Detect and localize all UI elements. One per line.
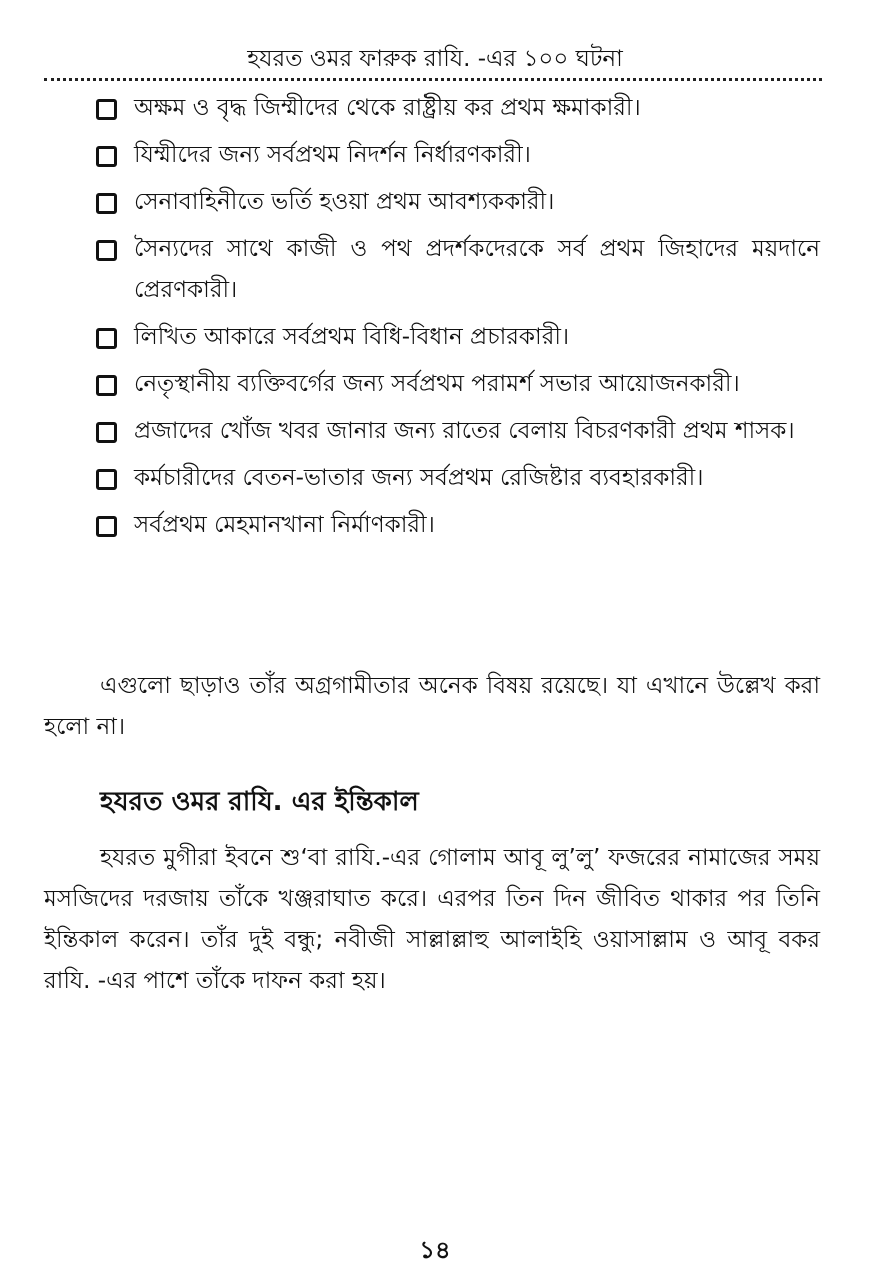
checkbox-bullet-icon (96, 328, 117, 349)
list-item-text: সেনাবাহিনীতে ভর্তি হওয়া প্রথম আবশ্যককারী। (134, 189, 555, 215)
checkbox-bullet-icon (96, 146, 117, 167)
list-item (94, 364, 820, 405)
list-item-text: লিখিত আকারে সর্বপ্রথম বিধি-বিধান প্রচারকারী। (134, 324, 570, 350)
list-item-text: প্রজাদের খোঁজ খবর জানার জন্য রাতের বেলায় বিচরণকারী প্রথম শাসক। (134, 418, 795, 444)
list-item-text: সর্বপ্রথম মেহমানখানা নির্মাণকারী। (134, 512, 435, 538)
list-item-text: কর্মচারীদের বেতন-ভাতার জন্য সর্বপ্রথম রেজিষ্টার ব্যবহারকারী। (134, 465, 704, 491)
checkbox-bullet-icon (96, 375, 117, 396)
checkbox-bullet-icon (96, 240, 117, 261)
achievement-list (94, 88, 820, 552)
list-item (94, 411, 820, 452)
list-item (94, 135, 820, 176)
list-item (94, 88, 820, 129)
list-item (94, 229, 820, 311)
section-title: হযরত ওমর রাযি. এর ইন্তিকাল (100, 787, 419, 817)
list-item-text: নেতৃস্থানীয় ব্যক্তিবর্গের জন্য সর্বপ্রথম পরামর্শ সভার আয়োজনকারী। (134, 371, 740, 397)
list-item (94, 182, 820, 223)
checkbox-bullet-icon (96, 99, 117, 120)
list-item-text: সৈন্যদের সাথে কাজী ও পথ প্রদর্শকদেরকে সর্ব প্রথম জিহাদের ময়দানে প্রেরণকারী। (134, 236, 820, 303)
list-item (94, 505, 820, 546)
closing-paragraph: এগুলো ছাড়াও তাঁর অগ্রগামীতার অনেক বিষয় রয়েছে। যা এখানে উল্লেখ করা হলো না। (44, 673, 820, 740)
checkbox-bullet-icon (96, 422, 117, 443)
list-item-text: অক্ষম ও বৃদ্ধ জিম্মীদের থেকে রাষ্ট্রীয় কর প্রথম ক্ষমাকারী। (134, 95, 641, 121)
list-item (94, 317, 820, 358)
checkbox-bullet-icon (96, 193, 117, 214)
checkbox-bullet-icon (96, 469, 117, 490)
page-number: ১৪ (419, 1236, 451, 1264)
checkbox-bullet-icon (96, 516, 117, 537)
list-item-text: যিম্মীদের জন্য সর্বপ্রথম নিদর্শন নির্ধারণকারী। (134, 142, 531, 168)
header-dotted-rule (44, 78, 822, 81)
running-header: হযরত ওমর ফারুক রাযি. -এর ১০০ ঘটনা (247, 46, 623, 72)
section-paragraph: হযরত মুগীরা ইবনে শু‘বা রাযি.-এর গোলাম আবূ লু’লু’ ফজরের নামাজের সময় মসজিদের দরজায় তাঁকে খঞ্জরাঘাত করে। এরপর তিন দিন জীবিত থাকার পর তিনি ইন্তিকাল করেন। তাঁর দুই বন্ধু; নবীজী সাল্লাল্লাহু আলাইহি ওয়াসাল্লাম ও আবূ বকর রাযি. -এর পাশে তাঁকে দাফন করা হয়। (44, 845, 820, 994)
list-item (94, 458, 820, 499)
